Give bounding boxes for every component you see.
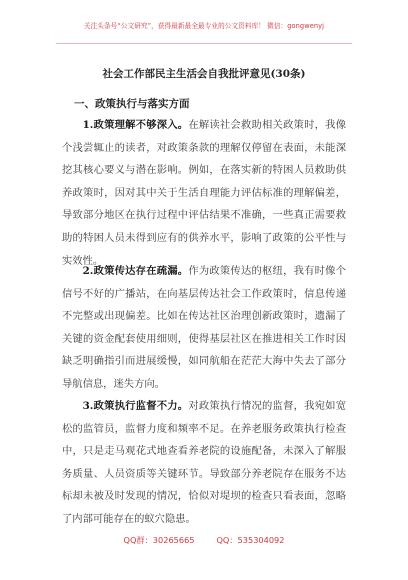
section-heading: 一、政策执行与落实方面	[74, 98, 190, 110]
item-3-body: 对政策执行情况的监督，我宛如宽松的监管员，监督力度和频率不足。在养老服务政策执行检查中，只是走马观花式地查看养老院的设施配备，未深入了解服务质量、人员资质等关键环节。导致部分养老院存在服务不达标却未被及时发现的情况，恰似对堤坝的检查只看表面，忽略了内部可能存在的蚁穴隐患。	[62, 400, 347, 525]
header-banner: 关注头条号“公文研究”，获得最新最全最专业的公文资料库！ 微信：gongwenyj	[83, 22, 325, 30]
item-2-body: 作为政策传达的枢纽，我有时像个信号不好的广播站，在向基层传达社会工作政策时，信息传递不完整或出现偏差。比如在传达社区治理创新政策时，遗漏了关键的资金配套使用细则，使得基层社区在推进相关工作时因缺乏明确指引而进展缓慢，如同航船在茫茫大海中失去了部分导航信息，迷失方向。	[62, 265, 347, 390]
header-divider	[56, 43, 352, 44]
item-2-lead: 2.政策传达存在疏漏。	[82, 265, 189, 277]
footer-contact	[0, 535, 408, 546]
item-1-lead: 1.政策理解不够深入。	[82, 119, 189, 131]
document-title: 社会工作部民主生活会自我批评意见(30条)	[102, 68, 306, 80]
paragraph-item-3	[62, 395, 346, 531]
item-1-body: 在解读社会救助相关政策时，我像个浅尝辄止的读者，对政策条款的理解仅停留在表面，未能深挖其核心要义与潜在影响。例如，在落实新的特困人员救助供养政策时，因对其中关于生活自理能力评估标准的理解偏差，导致部分地区在执行过程中评估结果不准确，一些真正需要救助的特困人员未得到应有的供养水平，影响了政策的公平性与实效性。	[62, 119, 347, 267]
paragraph-item-1	[62, 114, 346, 272]
footer-qq-group: QQ群：30265665	[123, 535, 195, 545]
paragraph-item-2	[62, 260, 346, 396]
item-3-lead: 3.政策执行监督不力。	[82, 400, 189, 412]
footer-qq: QQ：535304092	[216, 535, 285, 545]
